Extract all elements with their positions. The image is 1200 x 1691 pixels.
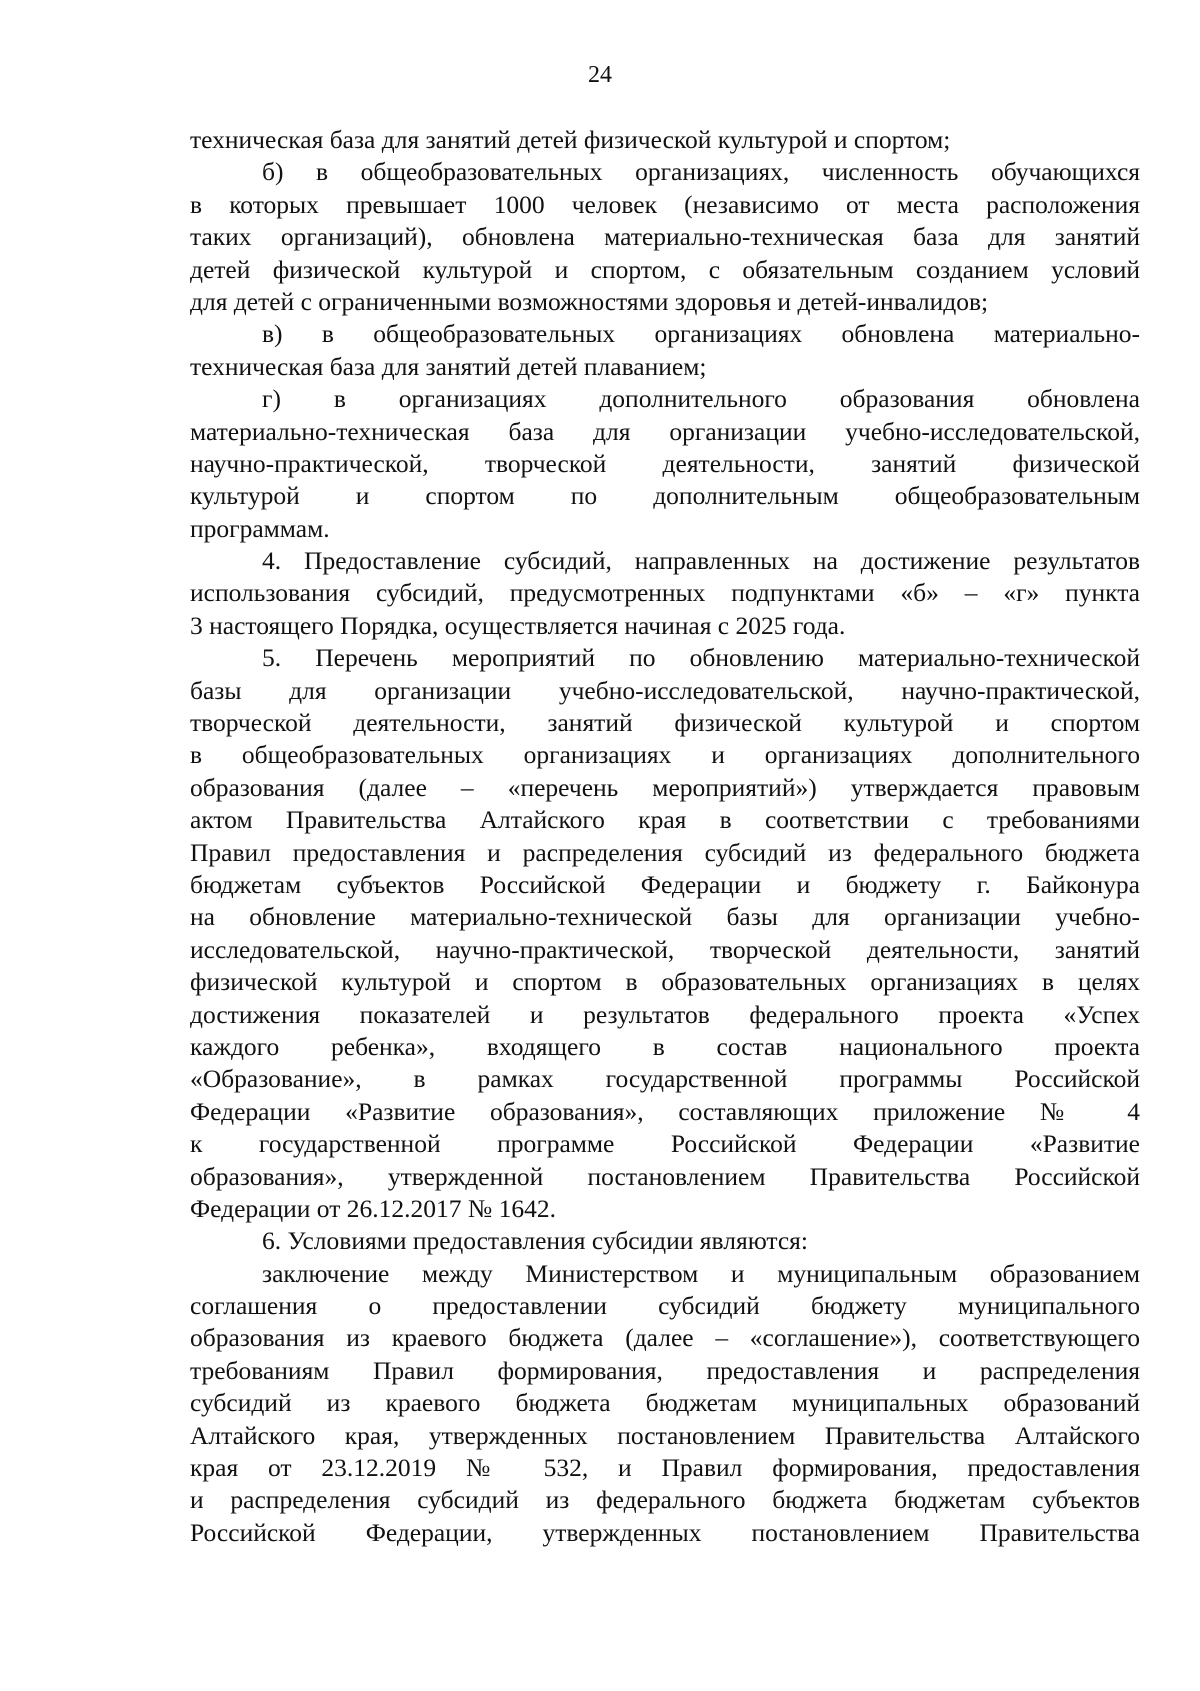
text-line: «Образование», в рамках государственной программы Российской <box>190 1064 1140 1094</box>
text-line: творческой деятельности, занятий физической культурой и спортом <box>190 708 1140 738</box>
text-line: исследовательской, научно-практической, творческой деятельности, занятий <box>190 934 1140 964</box>
text-line: 4. Предоставление субсидий, направленных на достижение результатов <box>262 546 1140 576</box>
text-line: на обновление материально-технической базы для организации учебно- <box>190 902 1140 932</box>
text-line: программам. <box>190 513 330 543</box>
text-line: научно-практической, творческой деятельности, занятий физической <box>190 448 1140 478</box>
page-number: 24 <box>588 62 612 88</box>
text-line: Российской Федерации, утвержденных постановлением Правительства <box>190 1517 1140 1547</box>
text-line: каждого ребенка», входящего в состав национального проекта <box>190 1031 1140 1061</box>
text-line: техническая база для занятий детей плаванием; <box>190 351 707 381</box>
text-line: детей физической культурой и спортом, с обязательным созданием условий <box>190 254 1140 284</box>
text-line: соглашения о предоставлении субсидий бюджету муниципального <box>190 1291 1140 1321</box>
text-line: в которых превышает 1000 человек (независимо от места расположения <box>190 189 1140 219</box>
text-line: 5. Перечень мероприятий по обновлению материально-технической <box>262 643 1140 673</box>
text-line: бюджетам субъектов Российской Федерации и бюджету г. Байконура <box>190 869 1140 899</box>
text-line: требованиям Правил формирования, предоставления и распределения <box>190 1355 1140 1385</box>
text-line: использования субсидий, предусмотренных подпунктами «б» – «г» пункта <box>190 578 1140 608</box>
text-line: и распределения субсидий из федерального бюджета бюджетам субъектов <box>190 1485 1140 1515</box>
text-line: техническая база для занятий детей физической культурой и спортом; <box>190 125 951 154</box>
text-line: Федерации от 26.12.2017 № 1642. <box>190 1193 556 1223</box>
text-line: образования из краевого бюджета (далее – «соглашение»), соответствующего <box>190 1323 1140 1353</box>
text-line: достижения показателей и результатов федерального проекта «Успех <box>190 999 1140 1029</box>
text-line: культурой и спортом по дополнительным общеобразовательным <box>190 481 1140 511</box>
text-line: актом Правительства Алтайского края в соответствии с требованиями <box>190 805 1140 835</box>
text-line: для детей с ограниченными возможностями здоровья и детей-инвалидов; <box>190 286 989 316</box>
text-line: Правил предоставления и распределения субсидий из федерального бюджета <box>190 837 1140 867</box>
text-line: в) в общеобразовательных организациях обновлена материально- <box>262 319 1140 349</box>
text-line: физической культурой и спортом в образовательных организациях в целях <box>190 967 1140 997</box>
text-line: образования (далее – «перечень мероприятий») утверждается правовым <box>190 772 1140 802</box>
text-line: к государственной программе Российской Федерации «Развитие <box>190 1129 1140 1159</box>
text-line: таких организаций), обновлена материально-техническая база для занятий <box>190 222 1140 252</box>
text-line: в общеобразовательных организациях и организациях дополнительного <box>190 740 1140 770</box>
body-text <box>190 124 1140 1549</box>
text-line: субсидий из краевого бюджета бюджетам муниципальных образований <box>190 1388 1140 1418</box>
text-line: Федерации «Развитие образования», составляющих приложение № 4 <box>190 1096 1140 1126</box>
text-line: края от 23.12.2019 № 532, и Правил формирования, предоставления <box>190 1453 1140 1483</box>
text-line: г) в организациях дополнительного образования обновлена <box>262 384 1140 414</box>
text-line: материально-техническая база для организации учебно-исследовательской, <box>190 416 1140 446</box>
text-line: Алтайского края, утвержденных постановлением Правительства Алтайского <box>190 1420 1140 1450</box>
text-line: базы для организации учебно-исследовательской, научно-практической, <box>190 675 1140 705</box>
text-line: образования», утвержденной постановлением Правительства Российской <box>190 1161 1140 1191</box>
text-line: б) в общеобразовательных организациях, численность обучающихся <box>262 157 1140 187</box>
text-line: заключение между Министерством и муниципальным образованием <box>262 1258 1140 1288</box>
text-line: 3 настоящего Порядка, осуществляется начиная с 2025 года. <box>190 610 846 640</box>
text-line: 6. Условиями предоставления субсидии являются: <box>262 1226 808 1256</box>
